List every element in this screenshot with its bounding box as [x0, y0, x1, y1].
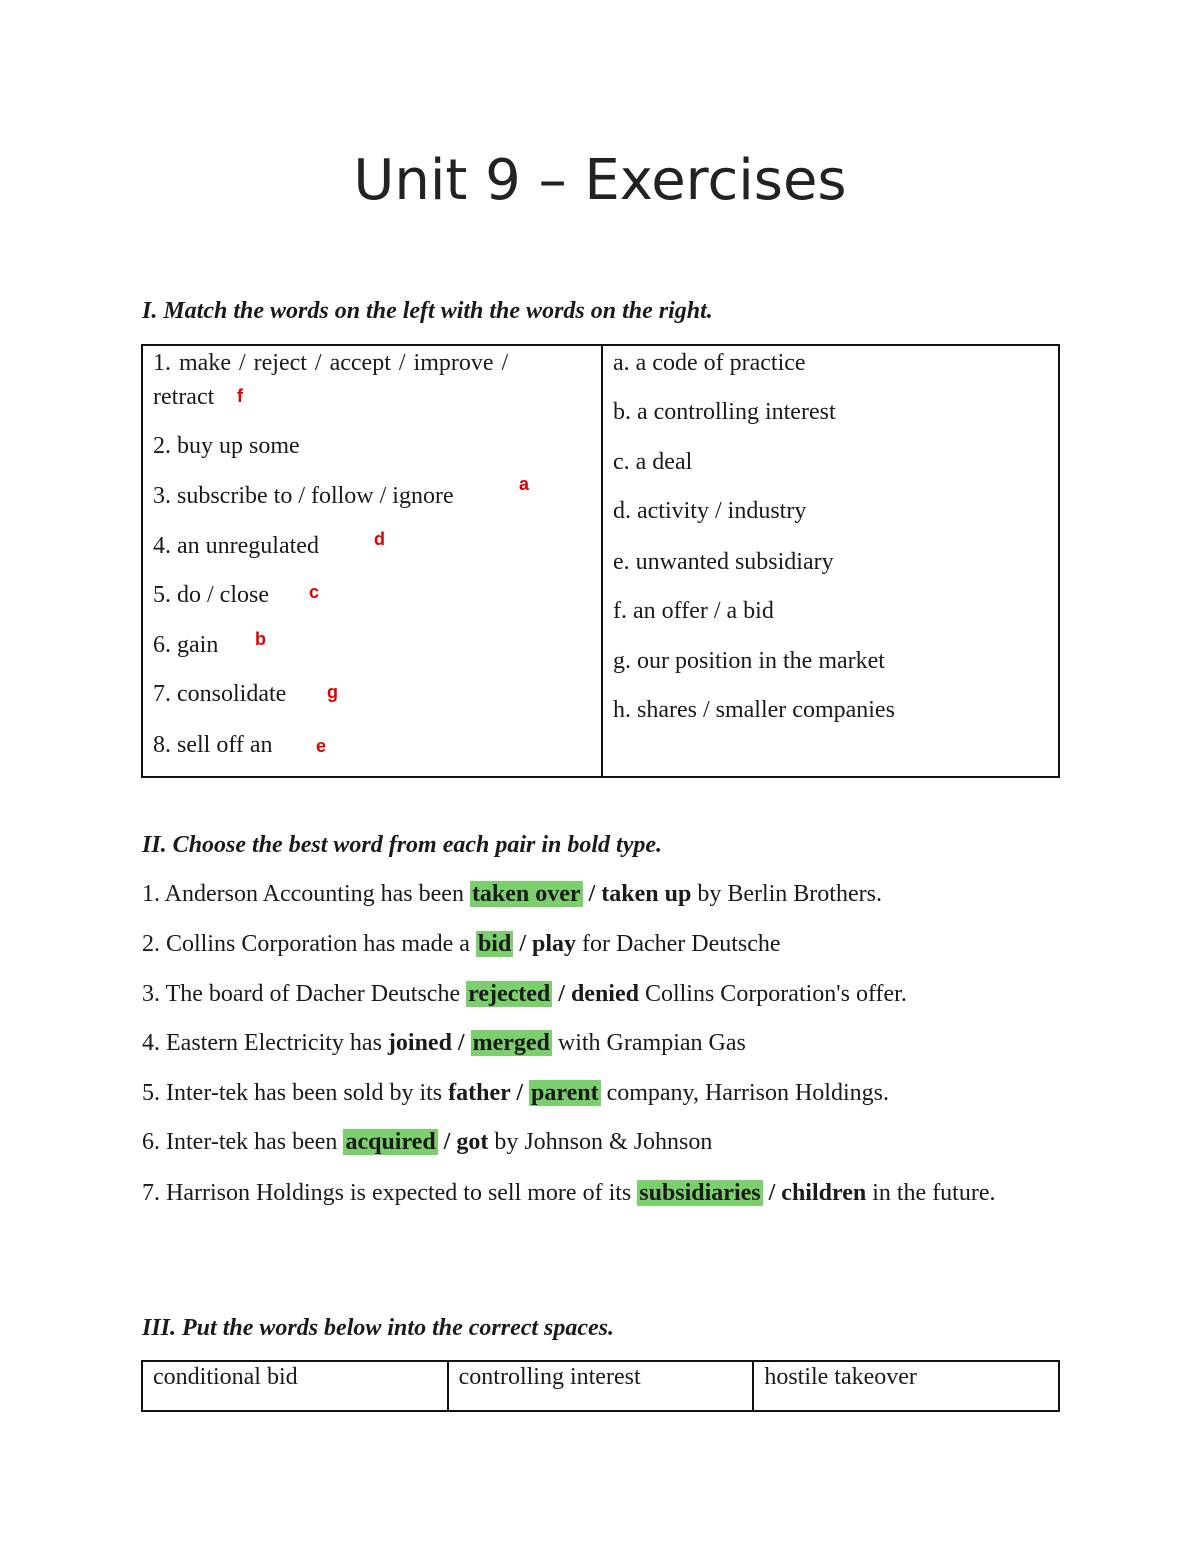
option-2: play: [532, 931, 577, 957]
sentence-rest: by Johnson & Johnson: [488, 1129, 713, 1155]
sentence-5: [142, 1080, 889, 1107]
right-item-g: g. our position in the market: [613, 648, 885, 674]
right-item-a: a. a code of practice: [613, 350, 806, 376]
separator: /: [437, 1129, 457, 1155]
sentence-text: 3. The board of Dacher Deutsche: [142, 981, 461, 1007]
left-item-1-cont: retract: [153, 384, 215, 410]
right-item-d: d. activity / industry: [613, 498, 807, 524]
answer-highlight: taken over: [471, 881, 581, 907]
option-2: denied: [570, 981, 639, 1007]
word-box-table: [141, 1360, 1060, 1412]
answer-1: f: [237, 386, 243, 406]
sentence-text: 1. Anderson Accounting has been: [142, 881, 464, 907]
left-item-4: 4. an unregulated: [153, 533, 319, 559]
left-item-3: 3. subscribe to / follow / ignore: [153, 483, 454, 509]
word-cell-2: controlling interest: [448, 1361, 754, 1411]
page-title: Unit 9 – Exercises: [353, 148, 847, 213]
sentence-text: 2. Collins Corporation has made a: [142, 931, 470, 957]
sentence-1: [142, 881, 882, 908]
sentence-2: [142, 931, 781, 958]
section-1-heading: I. Match the words on the left with the words on the right.: [142, 298, 713, 324]
answer-highlight: acquired: [345, 1129, 436, 1155]
left-column: [142, 345, 602, 777]
separator: /: [762, 1180, 782, 1206]
right-item-c: c. a deal: [613, 449, 693, 475]
option-1: joined: [387, 1030, 452, 1056]
sentence-text: 4. Eastern Electricity has: [142, 1030, 382, 1056]
right-item-f: f. an offer / a bid: [613, 598, 774, 624]
left-item-1: 1. make / reject / accept / improve /: [153, 350, 509, 376]
answer-6: b: [255, 629, 266, 649]
sentence-rest: for Dacher Deutsche: [576, 931, 781, 957]
separator: /: [552, 981, 571, 1007]
left-item-7: 7. consolidate: [153, 681, 287, 707]
option-2: got: [456, 1129, 489, 1155]
sentence-text: 7. Harrison Holdings is expected to sell more of its: [142, 1180, 632, 1206]
answer-4: d: [374, 529, 385, 549]
sentence-rest: with Grampian Gas: [551, 1030, 746, 1056]
sentence-rest: company, Harrison Holdings.: [600, 1080, 889, 1106]
option-2: taken up: [601, 881, 692, 907]
separator: /: [513, 931, 532, 957]
option-1: father: [448, 1080, 511, 1106]
sentence-3: [142, 981, 907, 1008]
sentence-rest: in the future.: [866, 1180, 996, 1206]
section-2-heading: II. Choose the best word from each pair in bold type.: [142, 832, 663, 858]
left-item-2: 2. buy up some: [153, 433, 300, 459]
separator: /: [582, 881, 602, 907]
answer-highlight: merged: [472, 1030, 550, 1056]
left-item-5: 5. do / close: [153, 582, 269, 608]
separator: /: [451, 1030, 471, 1056]
answer-highlight: parent: [531, 1080, 599, 1106]
answer-7: g: [327, 682, 338, 702]
answer-8: e: [316, 736, 327, 756]
right-item-b: b. a controlling interest: [613, 399, 836, 425]
answer-highlight: bid: [477, 931, 512, 957]
sentence-6: [142, 1129, 712, 1156]
left-item-6: 6. gain: [153, 632, 219, 658]
right-item-h: h. shares / smaller companies: [613, 697, 895, 723]
word-cell-3: hostile takeover: [753, 1361, 1059, 1411]
left-item-8: 8. sell off an: [153, 732, 273, 758]
right-item-e: e. unwanted subsidiary: [613, 549, 834, 575]
sentence-rest: by Berlin Brothers.: [691, 881, 882, 907]
answer-highlight: subsidiaries: [639, 1180, 761, 1206]
sentence-text: 6. Inter-tek has been: [142, 1129, 338, 1155]
right-column: [602, 345, 1059, 777]
answer-3: a: [519, 474, 530, 494]
section-3-heading: III. Put the words below into the correct spaces.: [142, 1315, 615, 1341]
matching-table: [141, 344, 1060, 778]
sentence-text: 5. Inter-tek has been sold by its: [142, 1080, 443, 1106]
sentence-7: [142, 1176, 1060, 1210]
answer-highlight: rejected: [468, 981, 551, 1007]
sentence-4: [142, 1030, 746, 1057]
answer-5: c: [309, 582, 320, 602]
sentence-rest: Collins Corporation's offer.: [638, 981, 907, 1007]
word-cell-1: conditional bid: [142, 1361, 448, 1411]
separator: /: [510, 1080, 529, 1106]
option-2: children: [781, 1180, 867, 1206]
